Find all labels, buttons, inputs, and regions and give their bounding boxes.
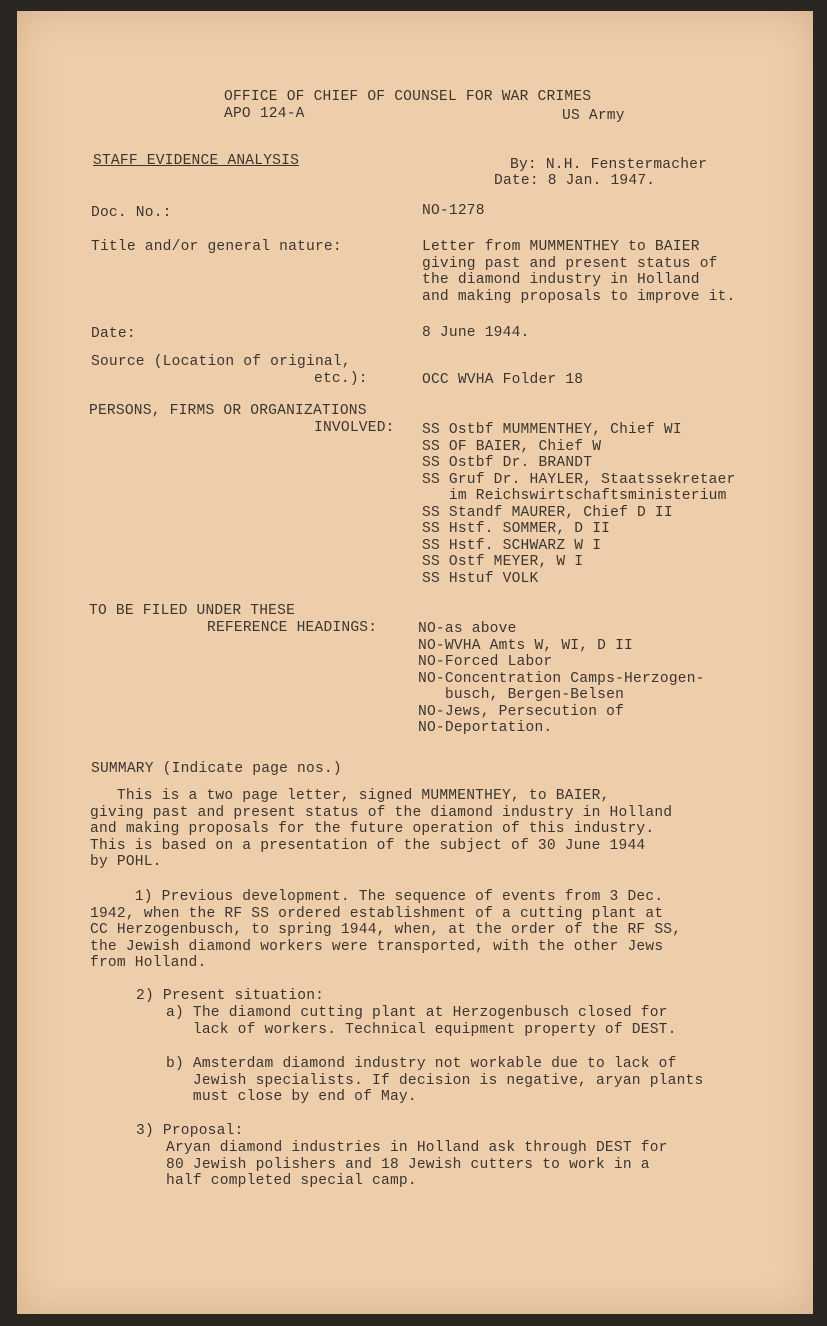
- office-title: OFFICE OF CHIEF OF COUNSEL FOR WAR CRIMES: [224, 89, 592, 105]
- summary-present-situation-a: [166, 1005, 677, 1038]
- doc-no-label: Doc. No.:: [91, 205, 172, 221]
- summary-line: a) The diamond cutting plant at Herzogenbusch closed for: [166, 1005, 668, 1021]
- doc-no-value: NO-1278: [422, 203, 485, 219]
- title-line: and making proposals to improve it.: [422, 288, 736, 305]
- title-line: the diamond industry in Holland: [422, 272, 700, 288]
- heading-entry: NO-Forced Labor: [418, 654, 553, 670]
- analysis-title: STAFF EVIDENCE ANALYSIS: [93, 153, 300, 169]
- person-entry: SS Gruf Dr. HAYLER, Staatssekretaer: [422, 471, 736, 488]
- summary-line: 80 Jewish polishers and 18 Jewish cutters to work in a: [166, 1156, 650, 1173]
- person-entry: SS Hstuf VOLK: [422, 570, 539, 587]
- summary-line: from Holland.: [90, 955, 207, 971]
- person-entry: SS Hstf. SOMMER, D II: [422, 521, 611, 537]
- heading-entry: NO-as above: [418, 621, 517, 637]
- persons-list: [422, 422, 736, 587]
- filed-label: TO BE FILED UNDER THESE: [89, 603, 296, 619]
- person-entry: SS OF BAIER, Chief W: [422, 438, 602, 455]
- title-label: Title and/or general nature:: [91, 239, 342, 255]
- summary-line: Jewish specialists. If decision is negative, aryan plants: [166, 1072, 704, 1089]
- source-label: Source (Location of original,: [91, 354, 351, 370]
- summary-line: Aryan diamond industries in Holland ask through DEST for: [166, 1140, 668, 1156]
- summary-line: CC Herzogenbusch, to spring 1944, when, at the order of the RF SS,: [90, 922, 682, 938]
- headings-list: [418, 621, 705, 737]
- persons-label-cont: INVOLVED:: [314, 420, 395, 436]
- summary-line: the Jewish diamond workers were transported, with the other Jews: [90, 938, 664, 955]
- source-label-cont: etc.):: [314, 371, 368, 387]
- summary-intro: [90, 788, 672, 871]
- summary-present-situation-title: 2) Present situation:: [136, 988, 325, 1004]
- person-entry: SS Ostbf Dr. BRANDT: [422, 455, 593, 471]
- title-line: Letter from MUMMENTHEY to BAIER: [422, 239, 700, 255]
- title-line: giving past and present status of: [422, 255, 718, 272]
- summary-proposal: [166, 1140, 668, 1190]
- person-entry: SS Ostf MEYER, W I: [422, 554, 584, 570]
- document-page: [17, 11, 813, 1314]
- summary-previous-development: [90, 889, 681, 972]
- date-value: 8 June 1944.: [422, 325, 530, 341]
- heading-entry: NO-Jews, Persecution of: [418, 703, 625, 720]
- summary-line: must close by end of May.: [166, 1089, 417, 1105]
- title-value: [422, 239, 736, 305]
- person-entry: SS Hstf. SCHWARZ W I: [422, 537, 602, 554]
- filed-label-cont: REFERENCE HEADINGS:: [207, 620, 378, 636]
- summary-line: 1) Previous development. The sequence of events from 3 Dec.: [90, 889, 664, 905]
- summary-label: SUMMARY (Indicate page nos.): [91, 761, 342, 777]
- summary-line: 1942, when the RF SS ordered establishment of a cutting plant at: [90, 905, 664, 922]
- heading-entry: NO-Concentration Camps-Herzogen-: [418, 670, 705, 687]
- summary-line: b) Amsterdam diamond industry not workable due to lack of: [166, 1056, 677, 1072]
- heading-entry: NO-WVHA Amts W, WI, D II: [418, 637, 633, 654]
- persons-label: PERSONS, FIRMS OR ORGANIZATIONS: [89, 403, 367, 419]
- summary-line: by POHL.: [90, 854, 162, 870]
- heading-entry: busch, Bergen-Belsen: [418, 687, 625, 703]
- summary-line: giving past and present status of the diamond industry in Holland: [90, 804, 673, 821]
- person-entry: SS Ostbf MUMMENTHEY, Chief WI: [422, 422, 682, 438]
- source-value: OCC WVHA Folder 18: [422, 372, 584, 388]
- summary-proposal-title: 3) Proposal:: [136, 1123, 244, 1139]
- summary-line: This is based on a presentation of the subject of 30 June 1944: [90, 837, 646, 854]
- analysis-date: Date: 8 Jan. 1947.: [494, 173, 656, 189]
- army-label: US Army: [562, 108, 625, 124]
- summary-line: lack of workers. Technical equipment property of DEST.: [166, 1021, 677, 1038]
- summary-line: half completed special camp.: [166, 1173, 417, 1189]
- person-entry: im Reichswirtschaftsministerium: [422, 488, 727, 504]
- person-entry: SS Standf MAURER, Chief D II: [422, 504, 673, 521]
- date-label: Date:: [91, 326, 136, 342]
- heading-entry: NO-Deportation.: [418, 720, 553, 736]
- summary-present-situation-b: [166, 1056, 703, 1106]
- analysis-author: By: N.H. Fenstermacher: [510, 157, 708, 173]
- summary-line: and making proposals for the future operation of this industry.: [90, 821, 655, 837]
- summary-line: This is a two page letter, signed MUMMENTHEY, to BAIER,: [90, 788, 610, 804]
- apo-number: APO 124-A: [224, 106, 305, 122]
